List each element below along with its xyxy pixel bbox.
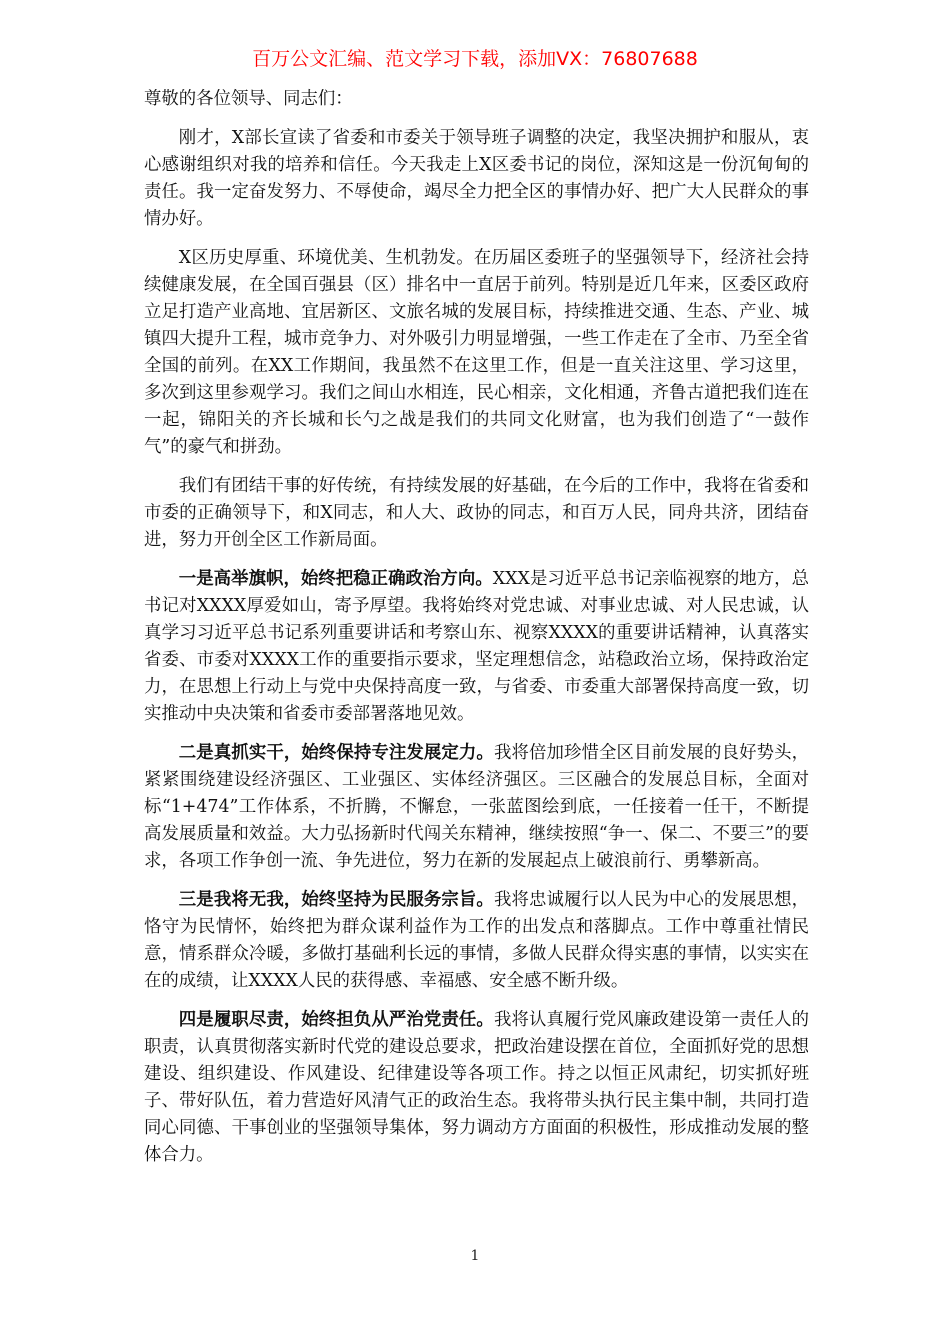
page-number: 1 (470, 1248, 480, 1264)
point-text: 我将认真履行党风廉政建设第一责任人的职责，认真贯彻落实新时代党的建设总要求，把政治建设摆在首位，全面抓好党的思想建设、组织建设、作风建设、纪律建设等各项工作。持之以恒正风肃纪，切实抓好班子、带好队伍，着力营造好风清气正的政治生态。我将带头执行民主集中制，共同打造同心同德、干事创业的坚强领导集体，努力调动方方面面的积极性，形成推动发展的整体合力。 (144, 1010, 809, 1165)
point-text: 我将忠诚履行以人民为中心的发展思想，恪守为民情怀，始终把为群众谋利益作为工作的出发点和落脚点。工作中尊重社情民意，情系群众冷暖，多做打基础利长远的事情，多做人民群众得实惠的事情，以实实在在的成绩，让XXXX人民的获得感、幸福感、安全感不断升级。 (144, 890, 809, 991)
point-text: 我将倍加珍惜全区目前发展的良好势头，紧紧围绕建设经济强区、工业强区、实体经济强区。三区融合的发展总目标，全面对标“1+474”工作体系，不折腾，不懈怠，一张蓝图绘到底，一任接着一任干，不断提高发展质量和效益。大力弘扬新时代闯关东精神，继续按照“争一、保二、不要三”的要求，各项工作争创一流、争先进位，努力在新的发展起点上破浪前行、勇攀新高。 (144, 743, 809, 871)
point-heading: 一是高举旗帜，始终把稳正确政治方向。 (178, 569, 493, 589)
point-heading: 四是履职尽责，始终担负从严治党责任。 (178, 1010, 494, 1030)
salutation: 尊敬的各位领导、同志们： (144, 89, 353, 109)
point-paragraph-4 (144, 1007, 809, 1169)
point-heading: 三是我将无我，始终坚持为民服务宗旨。 (178, 890, 494, 910)
point-paragraph-3 (144, 887, 809, 995)
point-text: XXX是习近平总书记亲临视察的地方，总书记对XXXX厚爱如山，寄予厚望。我将始终对党忠诚、对事业忠诚、对人民忠诚，认真学习习近平总书记系列重要讲话和考察山东、视察XXXX的重要讲话精神，认真落实省委、市委对XXXX工作的重要指示要求，坚定理想信念，站稳政治立场，保持政治定力，在思想上行动上与党中央保持高度一致，与省委、市委重大部署保持高度一致，切实推动中央决策和省委市委部署落地见效。 (144, 569, 809, 724)
point-paragraph-2 (144, 740, 809, 875)
paragraph: X区历史厚重、环境优美、生机勃发。在历届区委班子的坚强领导下，经济社会持续健康发展，在全国百强县（区）排名中一直居于前列。特别是近几年来，区委区政府立足打造产业高地、宜居新区、文旅名城的发展目标，持续推进交通、生态、产业、城镇四大提升工程，城市竞争力、对外吸引力明显增强，一些工作走在了全市、乃至全省全国的前列。在XX工作期间，我虽然不在这里工作，但是一直关注这里、学习这里，多次到这里参观学习。我们之间山水相连，民心相亲，文化相通，齐鲁古道把我们连在一起，锦阳关的齐长城和长勺之战是我们的共同文化财富，也为我们创造了“一鼓作气”的豪气和拼劲。 (144, 248, 809, 457)
point-paragraph-1 (144, 566, 809, 728)
point-heading: 二是真抓实干，始终保持专注发展定力。 (178, 743, 494, 763)
paragraph: 我们有团结干事的好传统，有持续发展的好基础，在今后的工作中，我将在省委和市委的正确领导下，和X同志，和人大、政协的同志，和百万人民，同舟共济，团结奋进，努力开创全区工作新局面。 (144, 476, 809, 550)
header-banner: 百万公文汇编、范文学习下载，添加VX：76807688 (252, 48, 698, 70)
speech-body (144, 86, 809, 1181)
paragraph: 刚才，X部长宣读了省委和市委关于领导班子调整的决定，我坚决拥护和服从，衷心感谢组织对我的培养和信任。今天我走上X区委书记的岗位，深知这是一份沉甸甸的责任。我一定奋发努力、不辱使命，竭尽全力把全区的事情办好、把广大人民群众的事情办好。 (144, 128, 809, 229)
